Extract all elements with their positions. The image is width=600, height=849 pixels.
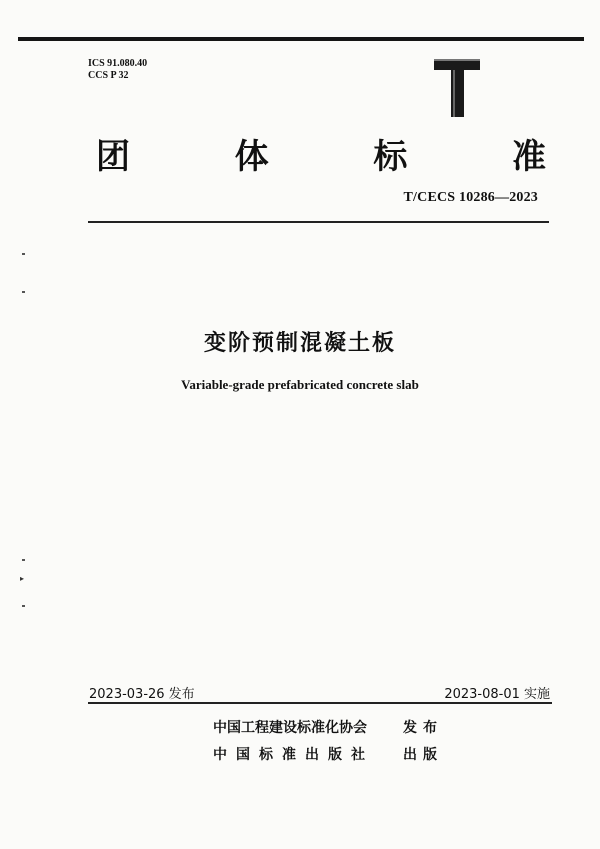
margin-arrow-icon: ▸ [20,574,25,583]
ics-code: ICS 91.080.40 [88,58,148,69]
standard-number: T/CECS 10286—2023 [403,190,538,205]
standard-category [96,137,546,177]
category-char-4: 准 [511,137,546,177]
title-chinese: 变阶预制混凝土板 [203,331,396,356]
standard-t-logo [432,57,482,119]
margin-mark [22,291,25,293]
title-english: Variable-grade prefabricated concrete slab [181,377,419,392]
publisher-action: 发布 [403,720,443,736]
category-char-2: 体 [234,137,269,177]
margin-mark [22,605,25,607]
implementation-date: 2023-08-01 实施 [444,687,550,702]
header-divider [88,221,549,223]
category-char-3: 标 [373,137,408,177]
footer-divider [88,702,552,704]
publisher-row [213,744,453,766]
publisher-org: 中国工程建设标准化协会 [213,720,367,736]
release-date: 2023-03-26 发布 [89,687,195,702]
classification-codes [88,58,147,82]
ccs-code: CCS P 32 [88,70,129,81]
margin-mark [22,559,25,561]
publisher-row [213,717,453,739]
category-char-1: 团 [96,137,130,177]
top-rule [18,37,584,41]
margin-mark [22,253,25,255]
publisher-action: 出版 [403,747,443,763]
publisher-org: 中国标准出版社 [213,747,374,763]
